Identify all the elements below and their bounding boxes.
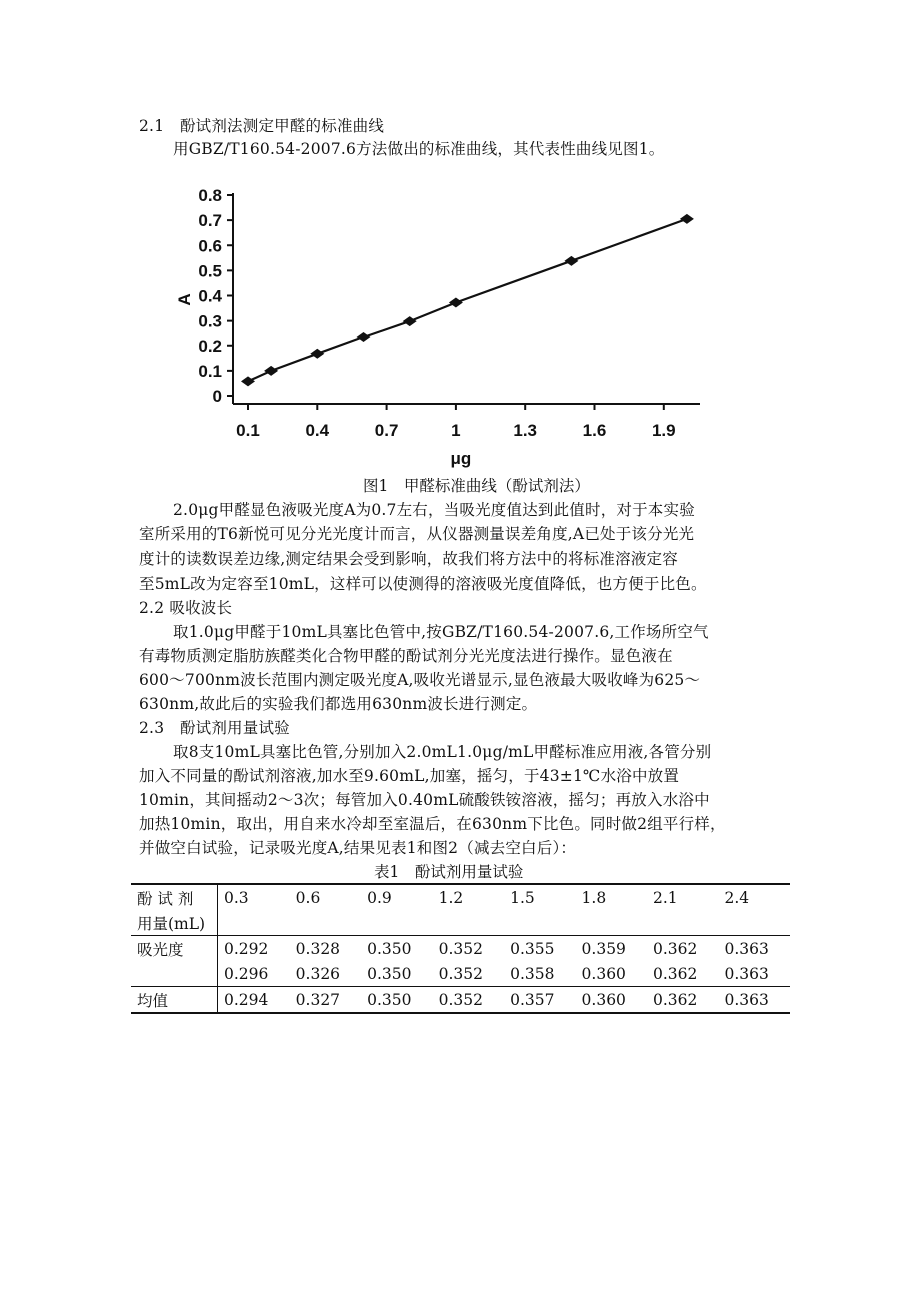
data-point: [564, 256, 578, 266]
x-tick-label: 0.1: [236, 421, 260, 440]
y-tick-label: 0.6: [198, 236, 222, 256]
table-cell: 0.352: [433, 936, 504, 962]
table-row: [131, 987, 790, 1014]
y-tick-label: 0.4: [198, 286, 222, 306]
table-cell: 0.6: [290, 884, 361, 910]
section-2-1-text: 用GBZ/T160.54-2007.6方法做出的标准曲线，其代表性曲线见图1。: [173, 140, 665, 158]
table-cell: 0.363: [718, 987, 790, 1014]
section-2-2-line: 有毒物质测定脂肪族醛类化合物甲醛的酚试剂分光光度法进行操作。显色液在: [139, 647, 673, 665]
y-axis-label: A: [175, 293, 194, 306]
data-point: [264, 366, 278, 376]
table-row: [131, 961, 790, 987]
para1-line: 2.0μg甲醛显色液吸光度A为0.7左右，当吸光度值达到此值时，对于本实验: [173, 501, 695, 519]
table-cell: 0.362: [647, 936, 718, 962]
section-2-2-line: 600～700nm波长范围内测定吸光度A,吸收光谱显示,显色液最大吸收峰为625～: [139, 671, 701, 689]
table-cell: 0.359: [576, 936, 647, 962]
para1-line: 至5mL改为定容至10mL，这样可以使测得的溶液吸光度值降低，也方便于比色。: [139, 575, 707, 593]
table-cell: 0.352: [433, 987, 504, 1014]
table-cell: 0.294: [218, 987, 290, 1014]
table-cell: 0.362: [647, 987, 718, 1014]
section-2-2-heading: 2.2 吸收波长: [139, 599, 233, 617]
table-row: [131, 936, 790, 962]
chart-ticks: [198, 186, 675, 440]
table-cell: 1.8: [576, 884, 647, 910]
x-tick-label: 1.9: [651, 421, 676, 440]
table-cell: 0.327: [290, 987, 361, 1014]
data-point: [241, 376, 255, 386]
table-cell: 1.5: [504, 884, 575, 910]
y-tick-label: 0: [212, 387, 222, 406]
section-2-3-line: 加热10min，取出，用自来水冷却至室温后，在630nm下比色。同时做2组平行样，: [139, 815, 726, 833]
section-2-3-line: 加入不同量的酚试剂溶液,加水至9.60mL,加塞，摇匀，于43±1℃水浴中放置: [139, 767, 680, 785]
table-cell: 0.326: [295, 964, 341, 983]
x-axis-label: μg: [450, 449, 472, 468]
para1-line: 室所采用的T6新悦可见分光光度计而言，从仪器测量误差角度,A已处于该分光光: [139, 525, 695, 543]
figure-1-caption: 图1 甲醛标准曲线（酚试剂法）: [363, 477, 590, 495]
table-row: [131, 884, 790, 910]
table-cell: 0.3: [218, 884, 290, 910]
table-cell: 0.292: [218, 936, 290, 962]
y-tick-label: 0.5: [198, 261, 222, 281]
section-2-1-heading: 2.1 酚试剂法测定甲醛的标准曲线: [139, 117, 385, 135]
table-cell: 0.350: [367, 964, 412, 983]
table-cell: 0.360: [581, 964, 626, 983]
table-cell: 2.1: [647, 884, 718, 910]
table-cell: 0.296: [224, 964, 269, 983]
table-1-caption: 表1 酚试剂用量试验: [374, 863, 524, 881]
table-cell: 0.352: [438, 964, 483, 983]
table-cell: 0.363: [724, 964, 769, 983]
y-tick-label: 0.3: [198, 311, 222, 331]
table-cell: 0.357: [504, 987, 575, 1014]
y-tick-label: 0.1: [198, 361, 222, 381]
table-cell: 0.362: [653, 964, 698, 983]
chart-points: [241, 214, 694, 387]
x-tick-label: 1: [451, 421, 461, 440]
table-cell: 0.360: [576, 987, 647, 1014]
row-header: 酚 试 剂: [131, 884, 218, 910]
series-line: [248, 219, 687, 382]
data-point: [449, 298, 463, 308]
y-tick-label: 0.7: [198, 211, 222, 231]
table-cell: 1.2: [433, 884, 504, 910]
section-2-2-line: 取1.0μg甲醛于10mL具塞比色管中,按GBZ/T160.54-2007.6,工作场所空气: [173, 623, 709, 641]
data-point: [357, 332, 371, 342]
row-header: 用量(mL): [131, 910, 218, 936]
data-point: [310, 349, 324, 359]
table-cell: 0.355: [504, 936, 575, 962]
chart-fit-line: [248, 219, 687, 382]
section-2-3-line: 10min，其间摇动2～3次；每管加入0.40mL硫酸铁铵溶液，摇匀；再放入水浴中: [139, 791, 710, 809]
para1-line: 度计的读数误差边缘,测定结果会受到影响，故我们将方法中的将标准溶液定容: [139, 550, 678, 568]
table-cell: 0.350: [361, 987, 432, 1014]
section-2-3-heading: 2.3 酚试剂用量试验: [139, 719, 290, 737]
data-point: [680, 214, 694, 224]
table-cell: 0.358: [510, 964, 555, 983]
table-cell: 0.350: [361, 936, 432, 962]
data-point: [403, 316, 417, 326]
x-tick-label: 0.4: [305, 421, 330, 440]
table-cell: 0.328: [290, 936, 361, 962]
section-2-2-line: 630nm,故此后的实验我们都选用630nm波长进行测定。: [139, 695, 538, 713]
table-cell: 0.363: [718, 936, 790, 962]
x-tick-label: 1.6: [582, 421, 607, 440]
x-tick-label: 1.3: [513, 421, 538, 440]
section-2-3-line: 并做空白试验，记录吸光度A,结果见表1和图2（减去空白后）：: [139, 839, 577, 857]
table-cell: 2.4: [718, 884, 790, 910]
table-row: [131, 910, 790, 936]
row-header: 均值: [131, 987, 218, 1014]
table-cell: 0.9: [361, 884, 432, 910]
y-tick-label: 0.8: [198, 186, 222, 205]
x-tick-label: 0.7: [374, 421, 399, 440]
y-tick-label: 0.2: [198, 336, 222, 356]
section-2-3-line: 取8支10mL具塞比色管,分别加入2.0mL1.0μg/mL甲醛标准应用液,各管分别: [173, 743, 712, 761]
figure-1-chart: [170, 180, 750, 470]
row-header: 吸光度: [131, 936, 218, 962]
table-1: [131, 883, 790, 1014]
